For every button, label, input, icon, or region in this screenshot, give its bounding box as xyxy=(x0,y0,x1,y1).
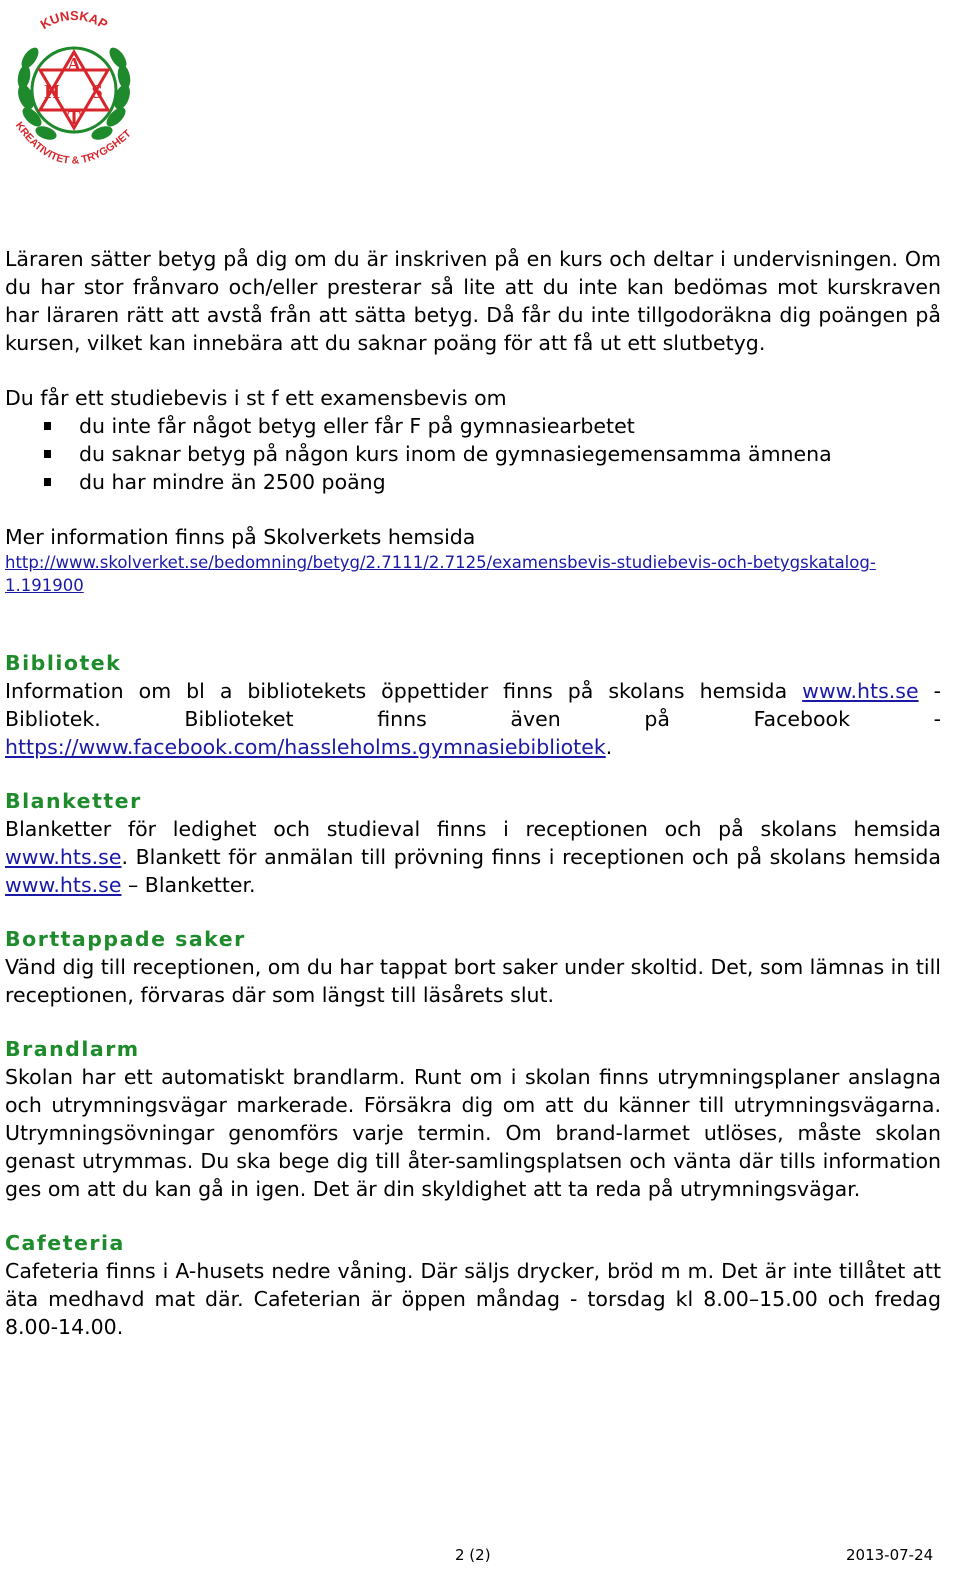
cafeteria-paragraph: Cafeteria finns i A-husets nedre våning. Där säljs drycker, bröd m m. Det är inte tillåtet att äta medhavd mat där. Cafeterian är öppen måndag - torsdag kl 8.00–15.00 och fredag 8.00-14.00. xyxy=(5,1259,941,1339)
svg-text:S: S xyxy=(91,81,103,103)
document-date: 2013-07-24 xyxy=(846,1546,934,1564)
section-heading-cafeteria: Cafeteria xyxy=(5,1231,125,1255)
borttappade-paragraph: Vänd dig till receptionen, om du har tappat bort saker under skoltid. Det, som lämnas in till receptionen, förvaras där som längst till läsårets slut. xyxy=(5,955,941,1007)
hts-link[interactable]: www.hts.se xyxy=(5,873,122,897)
section-heading-borttappade: Borttappade saker xyxy=(5,927,246,951)
bibliotek-paragraph: Information om bl a bibliotekets öppettider finns på skolans hemsida www.hts.se - Bibliotek. Biblioteket finns även på Facebook - https://www.facebook.com/hassleholms.gymnasiebibliotek. xyxy=(5,679,941,759)
list-item: du har mindre än 2500 poäng xyxy=(5,468,941,496)
svg-text:T: T xyxy=(67,107,81,129)
more-info-text: Mer information finns på Skolverkets hemsida xyxy=(5,525,476,549)
list-item: du saknar betyg på någon kurs inom de gymnasiegemensamma ämnena xyxy=(5,440,941,468)
hts-link[interactable]: www.hts.se xyxy=(5,845,122,869)
brandlarm-paragraph: Skolan har ett automatiskt brandlarm. Runt om i skolan finns utrymningsplaner anslagna och utrymningsvägar markerade. Försäkra dig om att du känner till utrymningsvägarna. Utrymningsövningar genomförs varje termin. Om brand-larmet utlöses, måste skolan genast utrymmas. Du ska bege dig till åter-samlingsplatsen och vänta där tills information ges om att du kan gå in igen. Det är din skyldighet att ta reda på utrymningsvägar. xyxy=(5,1065,941,1201)
document-body xyxy=(5,245,941,1341)
section-heading-blanketter: Blanketter xyxy=(5,789,142,813)
studiebevis-list xyxy=(5,412,941,496)
section-heading-bibliotek: Bibliotek xyxy=(5,651,122,675)
svg-text:KUNSKAP: KUNSKAP xyxy=(37,7,111,33)
hts-link[interactable]: www.hts.se xyxy=(802,679,919,703)
facebook-link[interactable]: https://www.facebook.com/hassleholms.gymnasiebibliotek xyxy=(5,735,606,759)
studiebevis-intro: Du får ett studiebevis i st f ett examensbevis om xyxy=(5,386,507,410)
svg-text:A: A xyxy=(67,54,81,74)
school-logo xyxy=(4,2,144,184)
svg-text:H: H xyxy=(44,81,60,103)
page-number: 2 (2) xyxy=(455,1546,491,1564)
skolverket-link[interactable]: http://www.skolverket.se/bedomning/betyg/2.7111/2.7125/examensbevis-studiebevis-och-betygskatalog-1.191900 xyxy=(5,553,876,595)
svg-text:KREATIVITET & TRYGGHET: KREATIVITET & TRYGGHET xyxy=(12,119,134,167)
intro-paragraph: Läraren sätter betyg på dig om du är inskriven på en kurs och deltar i undervisningen. Om du har stor frånvaro och/eller presterar så lite att du inte kan bedömas mot kurskraven har läraren rätt att avstå från att sätta betyg. Då får du inte tillgodoräkna dig poängen på kursen, vilket kan innebära att du saknar poäng för att få ut ett slutbetyg. xyxy=(5,247,941,355)
section-heading-brandlarm: Brandlarm xyxy=(5,1037,140,1061)
list-item: du inte får något betyg eller får F på gymnasiearbetet xyxy=(5,412,941,440)
blanketter-paragraph: Blanketter för ledighet och studieval finns i receptionen och på skolans hemsida www.hts.se. Blankett för anmälan till prövning finns i receptionen och på skolans hemsida www.hts.se – Blanketter. xyxy=(5,817,941,897)
